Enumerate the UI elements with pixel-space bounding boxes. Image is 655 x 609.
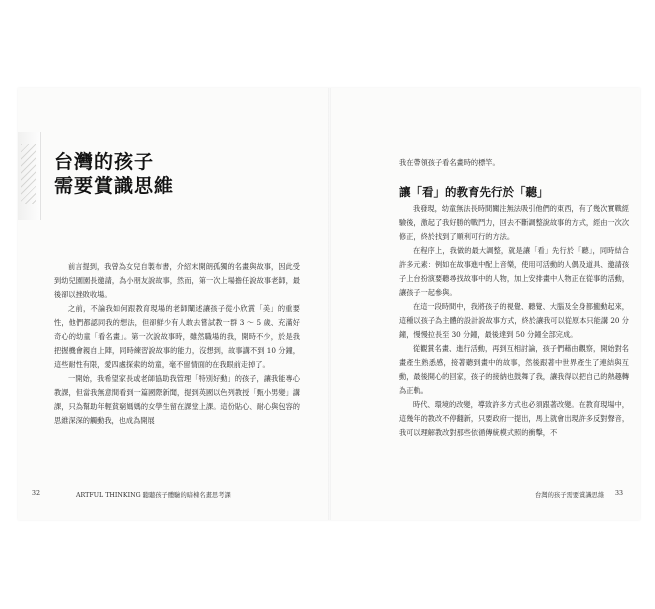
continued-line: 我在帶領孩子看名畫時的標竿。	[399, 158, 500, 167]
page-number: 32	[32, 490, 41, 497]
chapter-title	[54, 150, 174, 198]
page-number: 33	[615, 490, 624, 497]
paragraph: 在這一段時間中，我將孩子的視覺、聽覺、大腦及全身都攏動起來，這種以孩子為主體的設計說故事方式，終於讓我可以從原本只能講 20 分鐘，慢慢拉長至 30 分鐘，最後達到 50 分鐘全部完成。	[399, 302, 629, 339]
section-heading: 讓「看」的教育先行於「聽」	[399, 185, 549, 199]
image-texture	[21, 144, 36, 204]
paragraph: 一開始，我希望家長或老師協助我管理「特別好動」的孩子，讓我能專心教課，但當我無意間看到一篇國際新聞，提到英國以色列教授「甄小男變」講課，只為幫助年輕貧窮媽媽的女學生留在課堂上課。這份貼心、耐心與包容的思維深深的觸動我，也成為開展	[54, 374, 300, 425]
paragraph: 在程序上，我做的最大調整，就是讓「看」先行於「聽」，同時結合許多元素：例如在故事進中配上音樂，使用可活動的人偶及道具、邀請孩子上台扮演要聽尋找故事中的人物，加上安排畫中人物正在從事的活動，讓孩子一起參與。	[399, 246, 630, 297]
left-body-text	[54, 260, 300, 428]
book-spread	[18, 88, 640, 520]
running-head: 台灣的孩子需要賞識思維	[535, 492, 605, 499]
chapter-image-edge	[18, 132, 41, 220]
paragraph: 前言提到，我曾為女兒自製布書，介紹末開朗孤獨的名畫與故事，因此受到幼兒園園長邀請，為小朋友說故事，然而，第一次上場擔任說故事老師，最後卻以挫敗收場。	[54, 262, 300, 299]
left-page	[18, 88, 328, 520]
right-page	[331, 88, 640, 520]
right-body-text	[399, 202, 629, 440]
chapter-title-line-2: 需要賞識思維	[54, 175, 175, 197]
chapter-title-line-1: 台灣的孩子	[54, 151, 155, 173]
paragraph: 我發現，幼童無法長時間關注無法吸引他們的東西，有了幾次實戰經驗後，激起了我好勝的戰鬥力，回去不斷調整說故事的方式，經由一次次修正，終於找到了順利可行的方法。	[399, 204, 630, 241]
paragraph: 之前，不論我如何跟教育現場的老師闡述讓孩子從小欣賞「美」的重要性，他們都認同我的想法，但卻鮮少有人敢去嘗試教一群 3 ～ 5 歲、充滿好奇心的幼童「看名畫」。第一次說故事時，雖然職場的我，開時不少，於是我把握機會親自上陣，同時練習說故事的能力，沒想到，故事講不到 10 分鐘，這些耐性有限，愛四處探索的幼童，毫不留情面的在我眼前走掉了。	[54, 304, 300, 369]
paragraph: 時代、環境的改變，導致許多方式也必須跟著改變。在教育現場中，這幾年的教改不停翻新，只要政府一提出，馬上就會出現許多反對聲音，我可以理解教改對那些依循傳統模式照的衝擊，不	[399, 400, 630, 437]
paragraph: 從觀賞名畫、進行活動，再到互相討論，孩子們藉由觀察，開始對名畫產生熟悉感，接著聽到畫中的故事，然後跟著中世界產生了連結與互動，最後開心的回家，孩子的接納也鼓舞了我，讓我得以把自己的熱趣轉為正軌。	[399, 344, 630, 395]
running-head: ARTFUL THINKING 聽聽孩子體驗的暗棟名畫思考課	[76, 492, 231, 499]
